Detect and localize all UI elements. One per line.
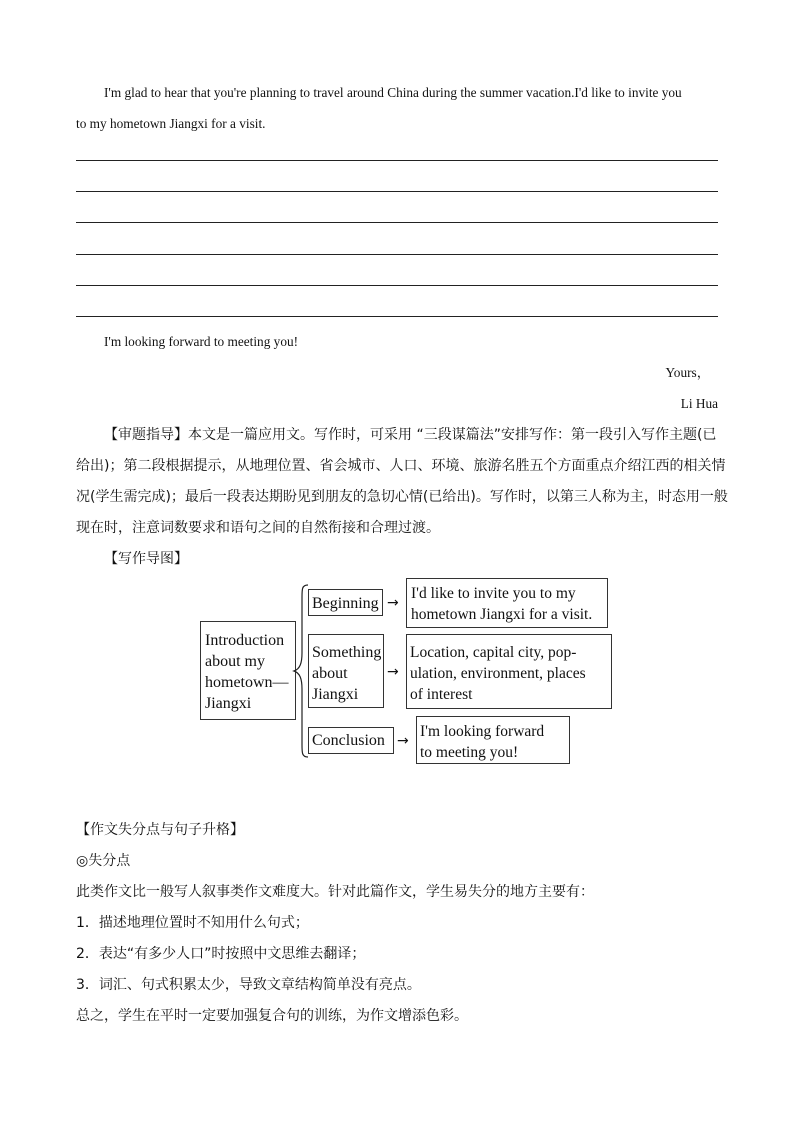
- branch-something-label: Something about Jiangxi: [312, 644, 382, 703]
- writing-line: [76, 254, 718, 255]
- list-item: 2．表达“有多少人口”时按照中文思维去翻译；: [76, 946, 366, 962]
- detail-beginning-text: I'd like to invite you to my hometown Jiangxi for a visit.: [411, 585, 593, 623]
- letter-yours: Yours，: [665, 365, 710, 380]
- arrow-icon: →: [397, 733, 409, 749]
- writing-line: [76, 316, 718, 317]
- root-node-label: Introduction about my hometown— Jiangxi: [205, 632, 289, 712]
- section-subheading: ◎失分点: [76, 853, 131, 869]
- list-item: 1．描述地理位置时不知用什么句式；: [76, 915, 309, 931]
- guidance-line-4: 现在时，注意词数要求和语句之间的自然衔接和合理过渡。: [76, 520, 440, 536]
- section-summary: 总之，学生在平时一定要加强复合句的训练，为作文增添色彩。: [76, 1008, 468, 1024]
- detail-something-text: Location, capital city, pop- ulation, environment, places of interest: [410, 644, 586, 703]
- guidance-line-3: 况(学生需完成)；最后一段表达期盼见到朋友的急切心情(已给出)。写作时，以第三人称为主，时态用一般: [76, 489, 728, 505]
- letter-intro-line-1: I'm glad to hear that you're planning to travel around China during the summer vacation.I'd like to invite you: [104, 85, 682, 100]
- letter-intro-line-2: to my hometown Jiangxi for a visit.: [76, 116, 266, 131]
- detail-beginning: [406, 578, 608, 628]
- list-item: 3．词汇、句式积累太少，导致文章结构简单没有亮点。: [76, 977, 421, 993]
- writing-line: [76, 285, 718, 286]
- writing-line: [76, 222, 718, 223]
- section-heading: 【作文失分点与句子升格】: [76, 822, 244, 838]
- writing-map-heading: 【写作导图】: [104, 551, 188, 567]
- guidance-line-1: 【审题指导】本文是一篇应用文。写作时，可采用 “三段谋篇法”安排写作：第一段引入写作主题(已: [104, 427, 717, 443]
- branch-conclusion: [308, 727, 394, 754]
- arrow-icon: →: [387, 664, 399, 680]
- root-node: [200, 621, 296, 720]
- letter-signature: Li Hua: [680, 396, 718, 411]
- letter-closing: I'm looking forward to meeting you!: [104, 334, 299, 349]
- writing-line: [76, 160, 718, 161]
- detail-conclusion: [416, 716, 570, 764]
- branch-something-about-jiangxi: [308, 634, 384, 708]
- guidance-line-2: 给出)；第二段根据提示，从地理位置、省会城市、人口、环境、旅游名胜五个方面重点介绍江西的相关情: [76, 458, 726, 474]
- arrow-icon: →: [387, 595, 399, 611]
- detail-conclusion-text: I'm looking forward to meeting you!: [420, 723, 545, 761]
- detail-something: [406, 634, 612, 709]
- writing-line: [76, 191, 718, 192]
- branch-beginning: [308, 589, 383, 616]
- section-intro: 此类作文比一般写人叙事类作文难度大。针对此篇作文，学生易失分的地方主要有：: [76, 884, 594, 900]
- branch-beginning-label: Beginning: [312, 595, 379, 612]
- branch-conclusion-label: Conclusion: [312, 732, 385, 749]
